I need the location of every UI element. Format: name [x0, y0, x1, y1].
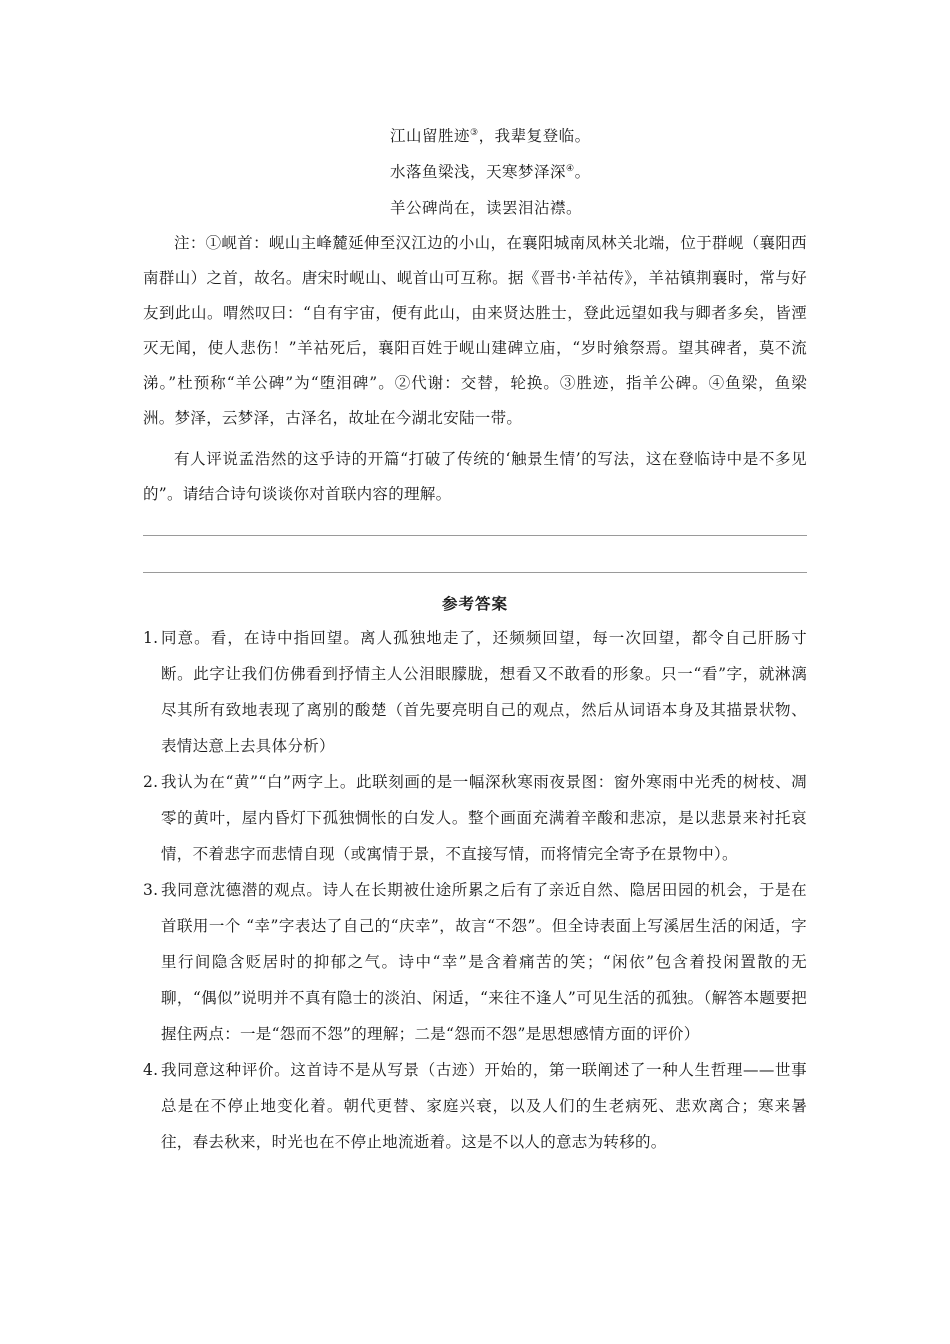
poem-line-2-rest: 。: [574, 163, 591, 181]
poem-notes: 注：①岘首：岘山主峰麓延伸至汉江边的小山，在襄阳城南凤林关北端，位于群岘（襄阳西南群山）之首，故名。唐宋时岘山、岘首山可互称。据《晋书·羊祜传》，羊祜镇荆襄时，常与好友到此山。喟然叹曰：“自有宇宙，便有此山，由来贤达胜士，登此远望如我与卿者多矣，皆湮灭无闻，使人悲伤！”羊祜死后，襄阳百姓于岘山建碑立庙，“岁时飨祭焉。望其碑者，莫不流涕。”杜预称“羊公碑”为“堕泪碑”。②代谢：交替，轮换。③胜迹，指羊公碑。④鱼梁，鱼梁洲。梦泽，云梦泽，古泽名，故址在今湖北安陆一带。: [143, 234, 807, 427]
poem-line-1: [390, 124, 591, 146]
answer-item: [143, 764, 807, 872]
answer-line-1: [143, 535, 807, 536]
question-prompt: 有人评说孟浩然的这乎诗的开篇“打破了传统的‘触景生情’的写法，这在登临诗中是不多见的”。请结合诗句谈谈你对首联内容的理解。: [143, 450, 807, 503]
answer-heading: 参考答案: [441, 594, 508, 613]
poem-line-2-text: 水落鱼梁浅，天寒梦泽深: [390, 163, 567, 181]
answer-item: [143, 1052, 807, 1160]
answer-text: 我认为在“黄”“白”两字上。此联刻画的是一幅深秋寒雨夜景图：窗外寒雨中光秃的树枝、凋零的黄叶，屋内昏灯下孤独惆怅的白发人。整个画面充满着辛酸和悲凉，是以悲景来衬托哀情，不着悲字而悲情自现（或寓情于景，不直接写情，而将情完全寄予在景物中）。: [161, 773, 807, 863]
footnote-marker-3: ③: [470, 128, 479, 138]
answer-text: 我同意沈德潜的观点。诗人在长期被仕途所累之后有了亲近自然、隐居田园的机会，于是在首联用一个 “幸”字表达了自己的“庆幸”，故言“不怨”。但全诗表面上写溪居生活的闲适，字里行间隐含贬居时的抑郁之气。诗中“幸”是含着痛苦的笑；“闲依”包含着投闲置散的无聊，“偶似”说明并不真有隐士的淡泊、闲适，“来往不逢人”可见生活的孤独。（解答本题要把握住两点：一是“怨而不怨”的理解；二是“怨而不怨”是思想感情方面的评价）: [161, 881, 807, 1043]
answer-number: 4.: [143, 1061, 159, 1079]
answer-text: 同意。看，在诗中指回望。离人孤独地走了，还频频回望，每一次回望，都令自己肝肠寸断。此字让我们仿佛看到抒情主人公泪眼朦胧，想看又不敢看的形象。只一“看”字，就淋漓尽其所有致地表现了离别的酸楚（首先要亮明自己的观点，然后从词语本身及其描景状物、表情达意上去具体分析）: [161, 629, 807, 755]
answer-list: [143, 620, 807, 1160]
answer-number: 2.: [143, 773, 159, 791]
poem-line-1-text: 江山留胜迹: [390, 127, 471, 145]
answer-item: [143, 620, 807, 764]
poem-line-3: 羊公碑尚在，读罢泪沾襟。: [390, 199, 583, 217]
footnote-marker-4: ④: [566, 164, 575, 174]
answer-line-2: [143, 572, 807, 573]
answer-text: 我同意这种评价。这首诗不是从写景（古迹）开始的，第一联阐述了一种人生哲理——世事总是在不停止地变化着。朝代更替、家庭兴衰，以及人们的生老病死、悲欢离合；寒来暑往，春去秋来，时光也在不停止地流逝着。这是不以人的意志为转移的。: [161, 1061, 807, 1151]
answer-item: [143, 872, 807, 1052]
poem-line-2: [390, 160, 591, 182]
answer-number: 1.: [143, 629, 159, 647]
poem-line-1-rest: ，我辈复登临。: [478, 127, 591, 145]
answer-number: 3.: [143, 881, 159, 899]
